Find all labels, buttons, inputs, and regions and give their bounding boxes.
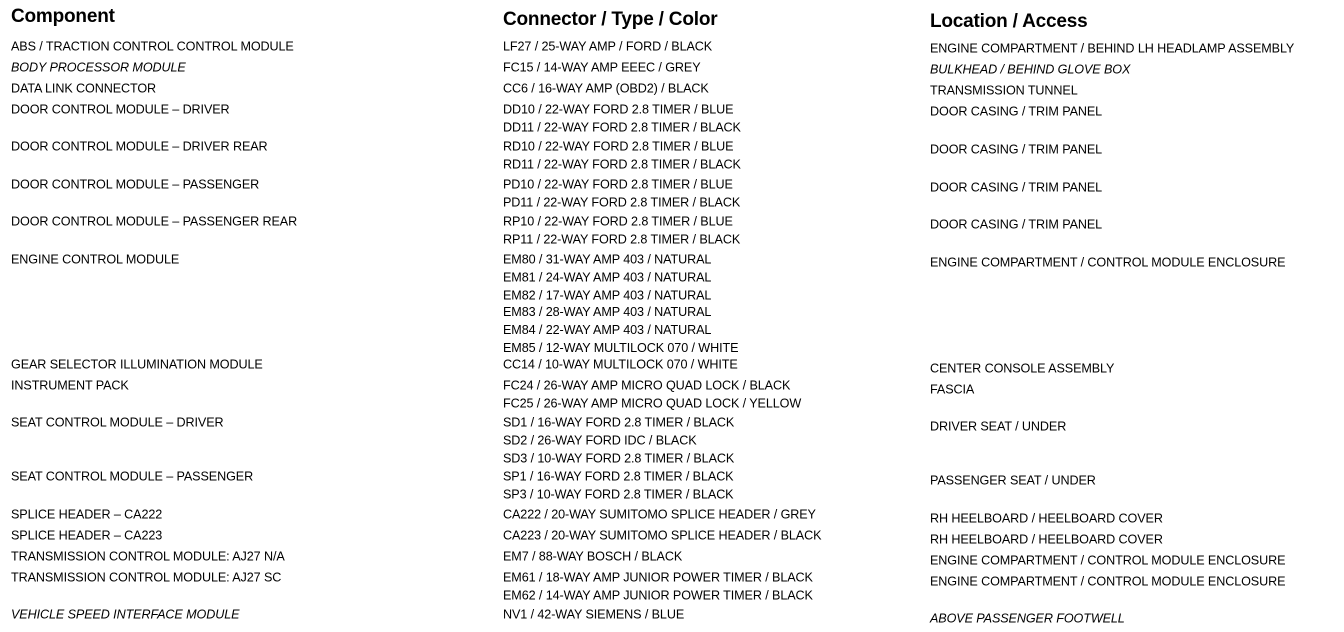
connector-list bbox=[503, 468, 734, 503]
connector-entry: DD11 / 22-WAY FORD 2.8 TIMER / BLACK bbox=[503, 119, 741, 135]
location-access: ENGINE COMPARTMENT / CONTROL MODULE ENCLOSURE bbox=[930, 574, 1286, 589]
component-name: SEAT CONTROL MODULE – DRIVER bbox=[11, 415, 224, 430]
connector-entry: CA223 / 20-WAY SUMITOMO SPLICE HEADER / BLACK bbox=[503, 528, 822, 543]
connector-entry: PD11 / 22-WAY FORD 2.8 TIMER / BLACK bbox=[503, 194, 741, 210]
connector-list bbox=[503, 356, 738, 374]
component-name: ENGINE CONTROL MODULE bbox=[11, 252, 180, 267]
connector-entry: CC6 / 16-WAY AMP (OBD2) / BLACK bbox=[503, 81, 709, 96]
connector-list bbox=[503, 527, 821, 545]
component-name: VEHICLE SPEED INTERFACE MODULE bbox=[11, 607, 240, 622]
header-connector: Connector / Type / Color bbox=[503, 9, 718, 30]
connector-entry: PD10 / 22-WAY FORD 2.8 TIMER / BLUE bbox=[503, 177, 733, 192]
connector-entry: FC15 / 14-WAY AMP EEEC / GREY bbox=[503, 60, 701, 75]
connector-entry: EM82 / 17-WAY AMP 403 / NATURAL bbox=[503, 287, 712, 303]
connector-list bbox=[503, 138, 741, 173]
location-access: ENGINE COMPARTMENT / BEHIND LH HEADLAMP ASSEMBLY bbox=[930, 41, 1295, 56]
location-access: RH HEELBOARD / HEELBOARD COVER bbox=[930, 532, 1163, 547]
header-component: Component bbox=[11, 6, 115, 27]
component-name: ABS / TRACTION CONTROL CONTROL MODULE bbox=[11, 39, 294, 54]
connector-entry: SD3 / 10-WAY FORD 2.8 TIMER / BLACK bbox=[503, 450, 735, 466]
connector-entry: FC25 / 26-WAY AMP MICRO QUAD LOCK / YELLOW bbox=[503, 395, 802, 411]
connector-list bbox=[503, 569, 813, 604]
connector-entry: RD10 / 22-WAY FORD 2.8 TIMER / BLUE bbox=[503, 139, 734, 154]
component-name: INSTRUMENT PACK bbox=[11, 378, 129, 393]
location-access: CENTER CONSOLE ASSEMBLY bbox=[930, 361, 1115, 376]
location-access: ENGINE COMPARTMENT / CONTROL MODULE ENCLOSURE bbox=[930, 255, 1286, 270]
connector-list bbox=[503, 101, 741, 136]
component-name: TRANSMISSION CONTROL MODULE: AJ27 N/A bbox=[11, 549, 285, 564]
location-access: PASSENGER SEAT / UNDER bbox=[930, 473, 1096, 488]
connector-entry: SD2 / 26-WAY FORD IDC / BLACK bbox=[503, 432, 697, 448]
location-access: RH HEELBOARD / HEELBOARD COVER bbox=[930, 511, 1163, 526]
component-name: DOOR CONTROL MODULE – DRIVER REAR bbox=[11, 139, 268, 154]
connector-entry: EM81 / 24-WAY AMP 403 / NATURAL bbox=[503, 269, 712, 285]
connector-list bbox=[503, 377, 801, 412]
connector-entry: SP3 / 10-WAY FORD 2.8 TIMER / BLACK bbox=[503, 486, 734, 502]
connector-entry: NV1 / 42-WAY SIEMENS / BLUE bbox=[503, 607, 685, 622]
location-access: TRANSMISSION TUNNEL bbox=[930, 83, 1078, 98]
connector-entry: EM85 / 12-WAY MULTILOCK 070 / WHITE bbox=[503, 340, 739, 355]
component-name: DATA LINK CONNECTOR bbox=[11, 81, 157, 96]
connector-entry: EM62 / 14-WAY AMP JUNIOR POWER TIMER / BLACK bbox=[503, 587, 813, 603]
component-name: TRANSMISSION CONTROL MODULE: AJ27 SC bbox=[11, 570, 282, 585]
location-access: BULKHEAD / BEHIND GLOVE BOX bbox=[930, 62, 1131, 77]
connector-entry: RP11 / 22-WAY FORD 2.8 TIMER / BLACK bbox=[503, 231, 741, 247]
connector-entry: EM80 / 31-WAY AMP 403 / NATURAL bbox=[503, 252, 712, 267]
connector-entry: CC14 / 10-WAY MULTILOCK 070 / WHITE bbox=[503, 357, 738, 372]
connector-list bbox=[503, 606, 684, 624]
location-access: ENGINE COMPARTMENT / CONTROL MODULE ENCLOSURE bbox=[930, 553, 1286, 568]
connector-list bbox=[503, 213, 740, 248]
component-name: DOOR CONTROL MODULE – PASSENGER bbox=[11, 177, 260, 192]
connector-entry: EM83 / 28-WAY AMP 403 / NATURAL bbox=[503, 304, 712, 320]
component-name: SPLICE HEADER – CA222 bbox=[11, 507, 163, 522]
connector-entry: EM84 / 22-WAY AMP 403 / NATURAL bbox=[503, 322, 712, 338]
connector-entry: SP1 / 16-WAY FORD 2.8 TIMER / BLACK bbox=[503, 469, 734, 484]
location-access: DOOR CASING / TRIM PANEL bbox=[930, 142, 1103, 157]
connector-list bbox=[503, 506, 816, 524]
connector-list bbox=[503, 80, 709, 98]
connector-entry: DD10 / 22-WAY FORD 2.8 TIMER / BLUE bbox=[503, 102, 734, 117]
location-access: ABOVE PASSENGER FOOTWELL bbox=[930, 611, 1125, 626]
connector-entry: CA222 / 20-WAY SUMITOMO SPLICE HEADER / GREY bbox=[503, 507, 816, 522]
component-name: SEAT CONTROL MODULE – PASSENGER bbox=[11, 469, 254, 484]
connector-list bbox=[503, 251, 738, 357]
connector-entry: FC24 / 26-WAY AMP MICRO QUAD LOCK / BLACK bbox=[503, 378, 791, 393]
header-location: Location / Access bbox=[930, 11, 1088, 32]
component-name: GEAR SELECTOR ILLUMINATION MODULE bbox=[11, 357, 263, 372]
location-access: FASCIA bbox=[930, 382, 975, 397]
connector-list bbox=[503, 176, 740, 211]
connector-list bbox=[503, 548, 682, 566]
component-name: DOOR CONTROL MODULE – PASSENGER REAR bbox=[11, 214, 298, 229]
component-name: DOOR CONTROL MODULE – DRIVER bbox=[11, 102, 230, 117]
location-access: DRIVER SEAT / UNDER bbox=[930, 419, 1067, 434]
connector-entry: RP10 / 22-WAY FORD 2.8 TIMER / BLUE bbox=[503, 214, 733, 229]
location-access: DOOR CASING / TRIM PANEL bbox=[930, 104, 1103, 119]
connector-entry: RD11 / 22-WAY FORD 2.8 TIMER / BLACK bbox=[503, 156, 741, 172]
component-name: SPLICE HEADER – CA223 bbox=[11, 528, 163, 543]
connector-entry: EM61 / 18-WAY AMP JUNIOR POWER TIMER / BLACK bbox=[503, 570, 813, 585]
connector-entry: SD1 / 16-WAY FORD 2.8 TIMER / BLACK bbox=[503, 415, 735, 430]
connector-list bbox=[503, 414, 734, 467]
location-access: DOOR CASING / TRIM PANEL bbox=[930, 180, 1103, 195]
connector-list bbox=[503, 38, 712, 56]
component-name: BODY PROCESSOR MODULE bbox=[11, 60, 186, 75]
location-access: DOOR CASING / TRIM PANEL bbox=[930, 217, 1103, 232]
connector-entry: LF27 / 25-WAY AMP / FORD / BLACK bbox=[503, 39, 713, 54]
connector-list bbox=[503, 59, 701, 77]
connector-entry: EM7 / 88-WAY BOSCH / BLACK bbox=[503, 549, 683, 564]
